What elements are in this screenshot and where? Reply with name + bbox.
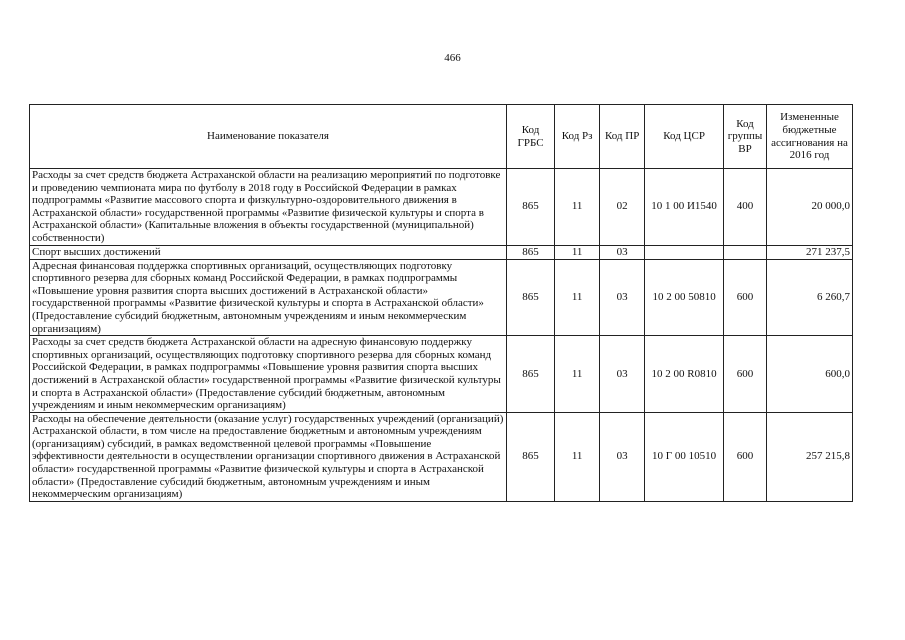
row-pr: 03 [600,259,645,336]
row-pr: 02 [600,169,645,246]
row-vr [723,245,766,259]
row-amount: 271 237,5 [766,245,852,259]
header-name: Наименование показателя [30,105,507,169]
header-csr: Код ЦСР [645,105,724,169]
row-grbs: 865 [507,245,555,259]
budget-table [29,104,853,502]
row-csr: 10 2 00 R0810 [645,336,724,413]
table-row [30,259,853,336]
row-csr: 10 1 00 И1540 [645,169,724,246]
row-rz: 11 [555,336,600,413]
row-name: Адресная финансовая поддержка спортивных организаций, осуществляющих подготовку спортивного резерва для сборных команд Российской Федерации, в рамках подпрограммы «Повышение уровня развития спорта высших достижений в Астраханской области» государственной программы «Развитие физической культуры и спорта в Астраханской области» (Предоставление субсидий бюджетным, автономным учреждениям и иным некоммерческим организациям) [30,259,507,336]
row-amount: 257 215,8 [766,412,852,501]
row-vr: 600 [723,336,766,413]
row-name: Спорт высших достижений [30,245,507,259]
page-number: 466 [444,52,461,64]
table-row [30,412,853,501]
row-grbs: 865 [507,169,555,246]
row-csr [645,245,724,259]
row-name: Расходы за счет средств бюджета Астраханской области на адресную финансовую поддержку спортивных организаций, осуществляющих подготовку спортивного резерва для сборных команд Российской Федерации, в рамках подпрограммы «Повышение уровня развития спорта высших достижений в Астраханской области» государственной программы «Развитие физической культуры и спорта в Астраханской области» (Предоставление субсидий бюджетным, автономным учреждениям и иным некоммерческим организациям) [30,336,507,413]
row-rz: 11 [555,245,600,259]
row-rz: 11 [555,169,600,246]
table-row [30,245,853,259]
row-vr: 600 [723,412,766,501]
table-row [30,336,853,413]
row-amount: 600,0 [766,336,852,413]
row-grbs: 865 [507,412,555,501]
header-rz: Код Рз [555,105,600,169]
row-amount: 20 000,0 [766,169,852,246]
table-header-row [30,105,853,169]
row-grbs: 865 [507,336,555,413]
header-grbs: Код ГРБС [507,105,555,169]
row-pr: 03 [600,245,645,259]
row-name: Расходы за счет средств бюджета Астраханской области на реализацию мероприятий по подготовке и проведению чемпионата мира по футболу в 2018 году в Российской Федерации в рамках подпрограммы «Развитие массового спорта и физкультурно-оздоровительного движения в Астраханской области» государственной программы «Развитие физической культуры и спорта в Астраханской области» (Капитальные вложения в объекты государственной (муниципальной) собственности) [30,169,507,246]
row-csr: 10 2 00 50810 [645,259,724,336]
row-csr: 10 Г 00 10510 [645,412,724,501]
row-name: Расходы на обеспечение деятельности (оказание услуг) государственных учреждений (организаций) Астраханской области, в том числе на предоставление бюджетным и автономным учреждениям (организациям) субсидий, в рамках ведомственной целевой программы «Повышение эффективности деятельности в осуществлении организации спортивного движения в Астраханской области» государственной программы «Развитие физической культуры и спорта в Астраханской области» (Предоставление субсидий бюджетным, автономным учреждениям и иным некоммерческим организациям) [30,412,507,501]
header-vr: Код группы ВР [723,105,766,169]
header-amount: Измененные бюджетные ассигнования на 2016 год [766,105,852,169]
row-grbs: 865 [507,259,555,336]
row-pr: 03 [600,412,645,501]
row-amount: 6 260,7 [766,259,852,336]
table-row [30,169,853,246]
row-rz: 11 [555,259,600,336]
row-vr: 600 [723,259,766,336]
row-pr: 03 [600,336,645,413]
header-pr: Код ПР [600,105,645,169]
row-rz: 11 [555,412,600,501]
row-vr: 400 [723,169,766,246]
